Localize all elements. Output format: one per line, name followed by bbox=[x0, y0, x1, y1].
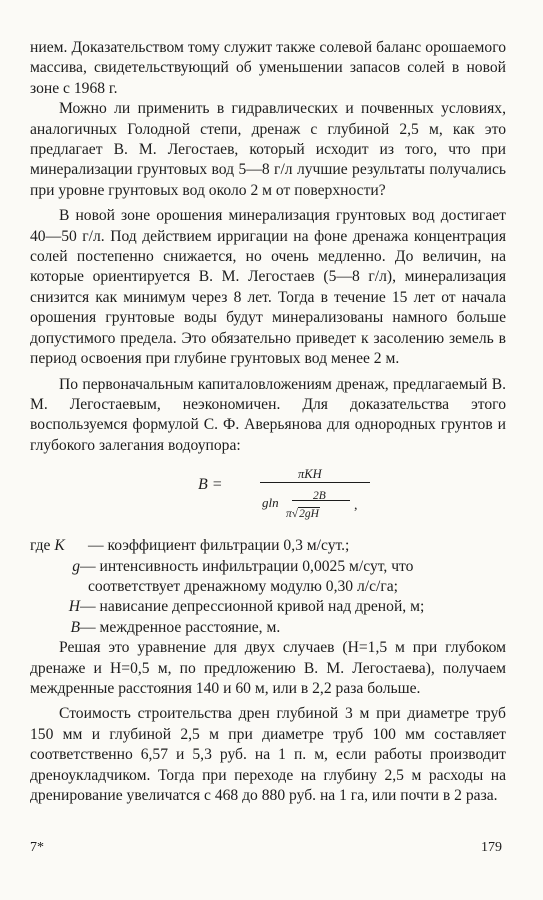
definition-b bbox=[30, 618, 506, 638]
definition-text: — интенсивность инфильтрации 0,0025 м/сут, что bbox=[80, 557, 414, 575]
definition-text: — междренное расстояние, м. bbox=[80, 618, 281, 636]
radical-icon: √ bbox=[291, 508, 299, 521]
formula-numerator: πKH bbox=[298, 467, 322, 482]
definition-h bbox=[30, 597, 506, 617]
formula-den-prefix: gln bbox=[262, 495, 279, 511]
formula-sub-denominator bbox=[286, 504, 320, 524]
definition-symbol: g bbox=[72, 557, 80, 575]
definition-symbol: K bbox=[54, 537, 65, 555]
definition-text: — нависание депрессионной кривой над дреной, м; bbox=[80, 598, 425, 616]
formula-main-fraction-bar bbox=[260, 482, 370, 483]
definition-g-continued: соответствует дренажному модулю 0,30 л/с/га; bbox=[88, 577, 399, 595]
definition-k bbox=[30, 536, 506, 556]
page-number: 179 bbox=[481, 840, 502, 855]
definition-g bbox=[30, 557, 506, 577]
paragraph-6: Стоимость строительства дрен глубиной 3 м при диаметре труб 150 мм и глубиной 2,5 м при диаметре труб 100 мм составляет соответственно 6,57 и 5,3 руб. на 1 п. м, если работы производит дреноукладчиком. Тогда при переходе на глубину 2,5 м расходы на дренирование увеличатся с 468 до 880 руб. на 1 га, или почти в 2 раза. bbox=[30, 705, 506, 804]
main-text bbox=[30, 38, 506, 806]
formula-comma: , bbox=[354, 498, 358, 514]
formula-pi: π bbox=[286, 508, 292, 521]
formula-radicand: 2gH bbox=[299, 508, 319, 521]
definition-symbol: H bbox=[68, 598, 80, 616]
definition-symbol: B bbox=[70, 618, 80, 636]
paragraph-1: нием. Доказательством тому служит также солевой баланс орошаемого массива, свидетельствующий об уменьшении запасов солей в новой зоне с 1968 г. bbox=[30, 39, 506, 97]
definitions-list bbox=[30, 536, 506, 638]
averyanov-formula bbox=[30, 462, 506, 528]
formula-sub-fraction-bar bbox=[292, 500, 350, 501]
paragraph-5: Решая это уравнение для двух случаев (H=1,5 м при глубоком дренаже и H=0,5 м, по предложению В. М. Легостаева), получаем междренные расстояния 140 и 60 м, или в 2,2 раза больше. bbox=[30, 639, 506, 697]
paragraph-3: В новой зоне орошения минерализация грунтовых вод достигает 40—50 г/л. Под действием ирригации на фоне дренажа концентрация солей постепенно снижается, но очень медленно. До величин, на которые ориентируется В. М. Легостаев (5—8 г/л), минерализация снизится как минимум через 8 лет. Тогда в течение 15 лет от начала орошения грунтовые воды будут минерализованы намного больше допустимого предела. Это обязательно приведет к засолению земель в период освоения при глубине грунтовых вод менее 2 м. bbox=[30, 207, 506, 368]
paragraph-4: По первоначальным капиталовложениям дренаж, предлагаемый В. М. Легостаевым, неэкономичен. Для доказательства этого воспользуемся формулой С. Ф. Аверьянова для однородных грунтов и глубокого залегания водоупора: bbox=[30, 375, 506, 454]
signature-mark: 7* bbox=[30, 840, 44, 855]
definition-text: — коэффициент фильтрации 0,3 м/сут.; bbox=[88, 537, 350, 555]
definition-lead: где bbox=[30, 537, 51, 555]
formula-sub-numerator: 2B bbox=[313, 490, 326, 503]
formula-lhs: B = bbox=[198, 476, 223, 494]
paragraph-2: Можно ли применить в гидравлических и почвенных условиях, аналогичных Голодной степи, дренаж с глубиной 2,5 м, как это предлагает В. М. Легостаев, который исходит из того, что при минерализации грунтовых вод 5—8 г/л лучшие результаты получались при уровне грунтовых вод около 2 м от поверхности? bbox=[30, 100, 506, 199]
